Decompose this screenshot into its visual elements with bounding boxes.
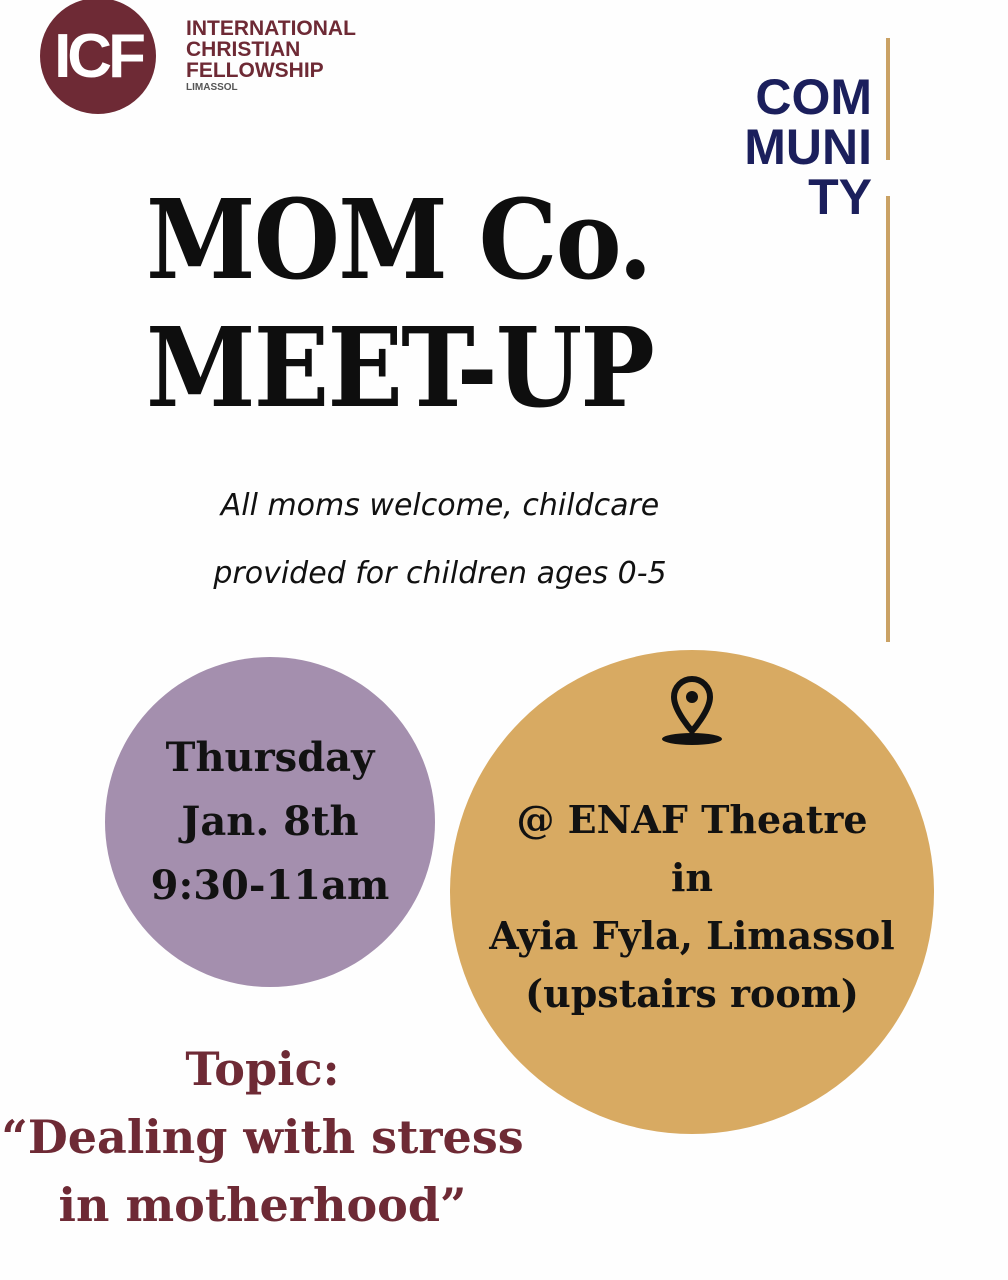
subtitle-line-2: provided for children ages 0-5 [213,556,667,591]
date-circle [105,657,435,987]
title-line-2: MEET-UP [146,303,654,432]
map-pin-icon [652,671,732,751]
topic-label: Topic: [185,1042,340,1096]
gold-divider-top [886,38,890,160]
event-time: 9:30-11am [150,862,390,909]
topic-line-2: in motherhood” [58,1178,467,1232]
org-city: LIMASSOL [186,82,238,93]
subtitle-line-1: All moms welcome, childcare [220,488,660,523]
community-line-3: TY [808,169,872,225]
org-line-3: FELLOWSHIP [186,59,324,82]
venue-line-1: @ ENAF Theatre [516,797,868,842]
community-line-2: MUNI [744,119,872,175]
title-line-1: MOM Co. [146,175,651,304]
subtitle [130,472,750,608]
community-line-1: COM [755,69,872,125]
community-label [712,69,872,225]
icf-logo: ICF [40,0,156,114]
org-line-1: INTERNATIONAL [186,17,356,40]
topic [0,1035,525,1239]
venue-line-4: (upstairs room) [525,971,859,1016]
venue-line-3: Ayia Fyla, Limassol [489,913,895,958]
topic-line-1: “Dealing with stress [1,1110,524,1164]
org-line-2: CHRISTIAN [186,38,301,61]
gold-divider-bottom [886,196,890,642]
venue-line-2: in [670,855,714,900]
organization-name [186,18,356,95]
event-date: Jan. 8th [181,798,359,845]
event-day: Thursday [165,734,375,781]
